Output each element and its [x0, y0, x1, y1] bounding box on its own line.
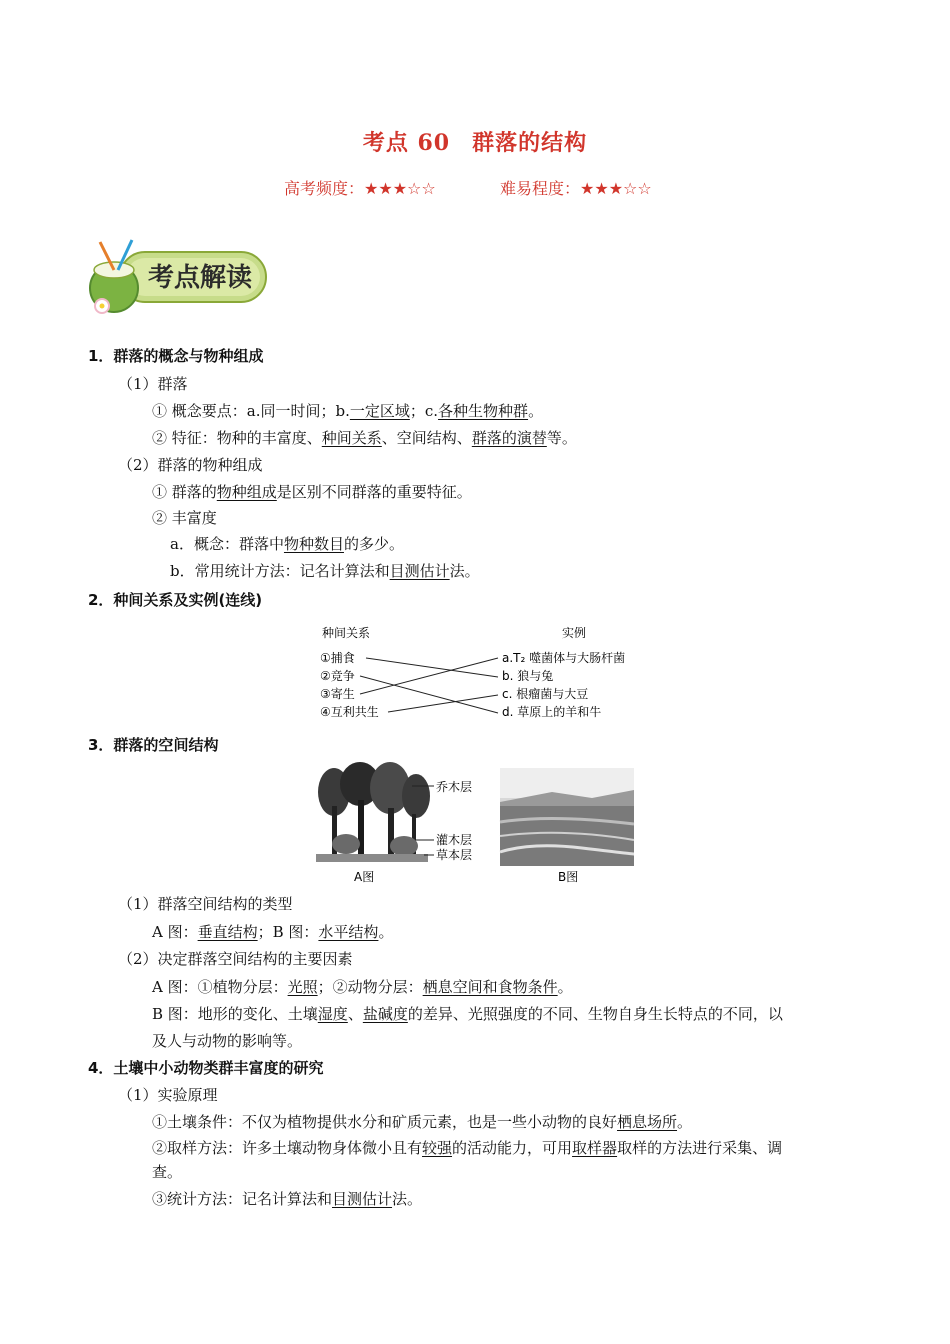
example-item: c. 根瘤菌与大豆: [502, 687, 589, 701]
s3-p2b: B 图：地形的变化、土壤湿度、盐碱度的差异、光照强度的不同、生物自身生长特点的不同，以: [152, 1005, 783, 1023]
difficulty-stars: ★★★☆☆: [580, 179, 652, 198]
layer-label: 灌木层: [436, 833, 473, 847]
title-text: 群落的结构: [472, 130, 588, 156]
s3-p2a: A 图：①植物分层：光照；②动物分层：栖息空间和食物条件。: [152, 978, 573, 996]
relation-item: ②竞争: [320, 669, 355, 683]
community-structure-figure: [312, 762, 642, 886]
layer-label: 草本层: [436, 848, 473, 862]
relation-item: ①捕食: [320, 651, 355, 665]
s3-p2: （2）决定群落空间结构的主要因素: [118, 950, 353, 968]
s4-p1c: ③统计方法：记名计算法和目测估计法。: [152, 1190, 423, 1208]
s1-p1: （1）群落: [118, 375, 188, 393]
example-item: b. 狼与兔: [502, 669, 554, 683]
section-4-heading: 4．土壤中小动物类群丰富度的研究: [88, 1059, 324, 1077]
connector-lines: [360, 658, 498, 713]
s3-p1a: A 图：垂直结构；B 图：水平结构。: [152, 923, 394, 941]
example-item: d. 草原上的羊和牛: [502, 705, 602, 719]
matching-left-header: 种间关系: [322, 626, 371, 640]
difficulty-rating: [500, 176, 652, 199]
s4-p1: （1）实验原理: [118, 1086, 218, 1104]
coconut-icon: [86, 238, 276, 318]
matching-right-header: 实例: [562, 626, 587, 640]
frequency-rating: [284, 176, 436, 199]
landscape-image: [500, 768, 634, 866]
layer-label: 乔木层: [436, 780, 473, 794]
relation-item: ③寄生: [320, 687, 355, 701]
s1-p2b: ② 丰富度: [152, 509, 217, 527]
title-number: 考点 60: [362, 130, 451, 156]
s4-p1a: ①土壤条件：不仅为植物提供水分和矿质元素，也是一些小动物的良好栖息场所。: [152, 1113, 693, 1131]
figure-a-caption: A图: [354, 870, 375, 884]
matching-diagram: [316, 620, 636, 730]
section-3-heading: 3．群落的空间结构: [88, 736, 219, 754]
frequency-stars: ★★★☆☆: [364, 179, 436, 198]
s1-p2: （2）群落的物种组成: [118, 456, 263, 474]
s3-p2b2: 及人与动物的影响等。: [152, 1032, 303, 1050]
s1-p2a: ① 群落的物种组成是区别不同群落的重要特征。: [152, 483, 472, 501]
relation-item: ④互利共生: [320, 705, 379, 719]
s4-p1b: ②取样方法：许多土壤动物身体微小且有较强的活动能力，可用取样器取样的方法进行采集、调: [152, 1139, 783, 1157]
difficulty-label: 难易程度：: [500, 179, 581, 198]
s1-p2b2: b．常用统计方法：记名计算法和目测估计法。: [170, 562, 480, 580]
section-1-heading: 1．群落的概念与物种组成: [88, 347, 264, 365]
s1-p1a: ① 概念要点：a.同一时间；b.一定区域；c.各种生物种群。: [152, 402, 544, 420]
page-title: [0, 126, 950, 157]
s3-p1: （1）群落空间结构的类型: [118, 895, 293, 913]
frequency-label: 高考频度：: [284, 179, 365, 198]
s1-p2b1: a．概念：群落中物种数目的多少。: [170, 535, 404, 553]
s1-p1b: ② 特征：物种的丰富度、种间关系、空间结构、群落的演替等。: [152, 429, 577, 447]
section-badge: [86, 238, 276, 318]
example-item: a.T₂ 噬菌体与大肠杆菌: [502, 651, 626, 665]
forest-image: [316, 762, 432, 866]
figure-b-caption: B图: [558, 870, 579, 884]
s4-p1b2: 查。: [152, 1163, 183, 1181]
badge-text: 考点解读: [148, 263, 253, 293]
section-2-heading: 2．种间关系及实例(连线): [88, 591, 263, 609]
